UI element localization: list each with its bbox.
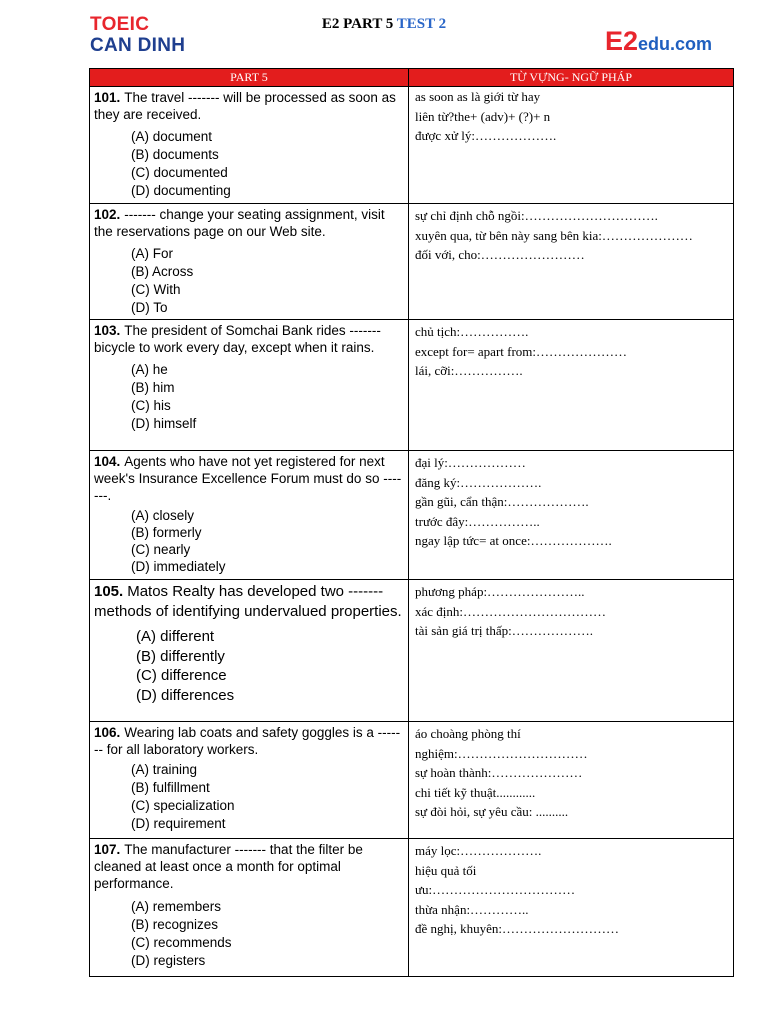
vocab-line: ngay lập tức= at once:………………. (415, 533, 612, 548)
question-text (94, 841, 404, 892)
answer-option: (C) his (131, 398, 171, 413)
question-stem: Matos Realty has developed two ------- methods of identifying undervalued properties. (94, 583, 402, 620)
column-header-vocab: TỪ VỰNG- NGỮ PHÁP (409, 69, 734, 87)
vocab-line: lái, cỡi:……………. (415, 363, 523, 378)
question-cell (90, 87, 409, 204)
question-number: 107. (94, 842, 121, 857)
question-number: 104. (94, 454, 121, 469)
question-cell (90, 722, 409, 839)
answer-option: (C) difference (136, 667, 227, 684)
answer-options (131, 507, 404, 575)
question-text (94, 89, 404, 123)
question-stem: Agents who have not yet registered for next week's Insurance Excellence Forum must do so -------. (94, 454, 402, 503)
vocab-line: trước đây:…………….. (415, 513, 540, 529)
vocab-line: đại lý:……………… (415, 455, 526, 470)
answer-option: (A) different (136, 628, 215, 645)
question-number: 103. (94, 323, 121, 338)
answer-option: (D) requirement (131, 816, 226, 831)
vocab-line: tài sản giá trị thấp:………………. (415, 623, 594, 638)
answer-options (131, 898, 404, 970)
vocab-line: sự chỉ định chỗ ngồi:…………………………. (415, 208, 658, 223)
answer-option: (D) differences (136, 686, 235, 704)
answer-option: (B) Across (131, 264, 194, 279)
table-row (90, 839, 734, 977)
question-text (94, 206, 404, 240)
answer-options (131, 245, 404, 317)
answer-option: (D) documenting (131, 183, 231, 198)
answer-option: (C) specialization (131, 798, 235, 813)
answer-option: (B) formerly (131, 525, 202, 540)
vocab-cell (409, 580, 734, 722)
answer-options (131, 361, 404, 433)
answer-option: (D) immediately (131, 559, 226, 574)
vocab-line: ưu:…………………………… (415, 882, 576, 897)
vocab-line: đề nghị, khuyên:……………………… (415, 921, 620, 936)
title-highlight: TEST 2 (396, 16, 447, 32)
table-row (90, 451, 734, 580)
column-header-part5: PART 5 (90, 69, 409, 87)
answer-option: (C) With (131, 282, 181, 297)
worksheet-table (89, 68, 734, 977)
answer-option: (C) nearly (131, 542, 191, 557)
table-row (90, 580, 734, 722)
question-stem: ------- change your seating assignment, visit the reservations page on our Web site. (94, 207, 385, 239)
vocab-line: gần gũi, cẩn thận:………………. (415, 494, 589, 509)
question-cell (90, 451, 409, 580)
vocab-line: được xử lý:………………. (415, 128, 557, 143)
table-row (90, 204, 734, 320)
question-cell (90, 839, 409, 977)
vocab-line: hiệu quả tối (415, 862, 477, 878)
question-stem: The travel ------- will be processed as soon as they are received. (94, 90, 396, 122)
vocab-line: đăng ký:………………. (415, 474, 542, 490)
title-main: E2 PART 5 (321, 16, 397, 32)
question-cell (90, 320, 409, 451)
answer-option: (D) registers (131, 953, 206, 968)
answer-option: (A) For (131, 246, 173, 261)
vocab-line: as soon as là giới từ hay (415, 89, 541, 104)
answer-option: (B) documents (131, 147, 219, 162)
vocab-line: sự hoàn thành:………………… (415, 765, 583, 780)
question-stem: The manufacturer ------- that the filter be cleaned at least once a month for optimal performance. (94, 842, 363, 891)
question-number: 106. (94, 725, 121, 740)
vocab-line: máy lọc:………………. (415, 843, 542, 858)
question-text (94, 582, 404, 622)
answer-option: (D) To (131, 300, 168, 315)
logo-domain-text: edu.com (638, 34, 713, 54)
logo-e2-text: E2 (605, 26, 639, 56)
answer-option: (A) closely (131, 508, 195, 523)
answer-option: (C) recommends (131, 935, 232, 950)
question-number: 105. (94, 583, 124, 600)
answer-option: (B) him (131, 380, 175, 395)
vocab-line: đối với, cho:…………………… (415, 247, 585, 262)
vocab-line: nghiệm:………………………… (415, 745, 588, 761)
logo-can-dinh-text: CAN DINH (90, 35, 186, 56)
answer-option: (B) recognizes (131, 917, 219, 932)
answer-option: (D) himself (131, 416, 197, 431)
answer-option: (A) remembers (131, 899, 222, 914)
vocab-line: áo choàng phòng thí (415, 726, 521, 741)
table-row (90, 87, 734, 204)
answer-option: (A) he (131, 362, 168, 377)
vocab-line: thừa nhận:………….. (415, 901, 529, 917)
vocab-cell (409, 839, 734, 977)
question-stem: The president of Somchai Bank rides ------- bicycle to work every day, except when it rains. (94, 323, 381, 355)
answer-options (131, 761, 404, 833)
question-number: 101. (94, 90, 121, 105)
question-text (94, 724, 404, 758)
vocab-line: xác định:…………………………… (415, 603, 607, 619)
vocab-cell (409, 204, 734, 320)
table-row (90, 722, 734, 839)
question-text (94, 322, 404, 356)
answer-option: (C) documented (131, 165, 228, 180)
vocab-line: except for= apart from:………………… (415, 343, 628, 359)
vocab-cell (409, 722, 734, 839)
answer-option: (A) training (131, 762, 198, 777)
answer-options (131, 128, 404, 200)
question-cell (90, 204, 409, 320)
vocab-line: sự đòi hỏi, sự yêu cầu: .......... (415, 804, 569, 819)
answer-option: (B) fulfillment (131, 780, 210, 795)
logo-toeic-text: TOEIC (90, 14, 150, 35)
vocab-cell (409, 87, 734, 204)
vocab-line: liên từ?the+ (adv)+ (?)+ n (415, 108, 551, 124)
question-stem: Wearing lab coats and safety goggles is a ------- for all laboratory workers. (94, 725, 401, 757)
answer-option: (A) document (131, 129, 213, 144)
question-text (94, 453, 404, 504)
vocab-line: chủ tịch:……………. (415, 324, 529, 339)
vocab-cell (409, 451, 734, 580)
table-row (90, 320, 734, 451)
vocab-line: chi tiết kỹ thuật............ (415, 784, 536, 800)
vocab-line: xuyên qua, từ bên này sang bên kia:………………… (415, 227, 693, 243)
vocab-cell (409, 320, 734, 451)
answer-option: (B) differently (136, 647, 225, 665)
vocab-line: phương pháp:………………….. (415, 584, 585, 599)
question-cell (90, 580, 409, 722)
answer-options (136, 627, 404, 705)
table-header-row (90, 69, 734, 87)
e2edu-logo (605, 26, 712, 57)
question-number: 102. (94, 207, 121, 222)
